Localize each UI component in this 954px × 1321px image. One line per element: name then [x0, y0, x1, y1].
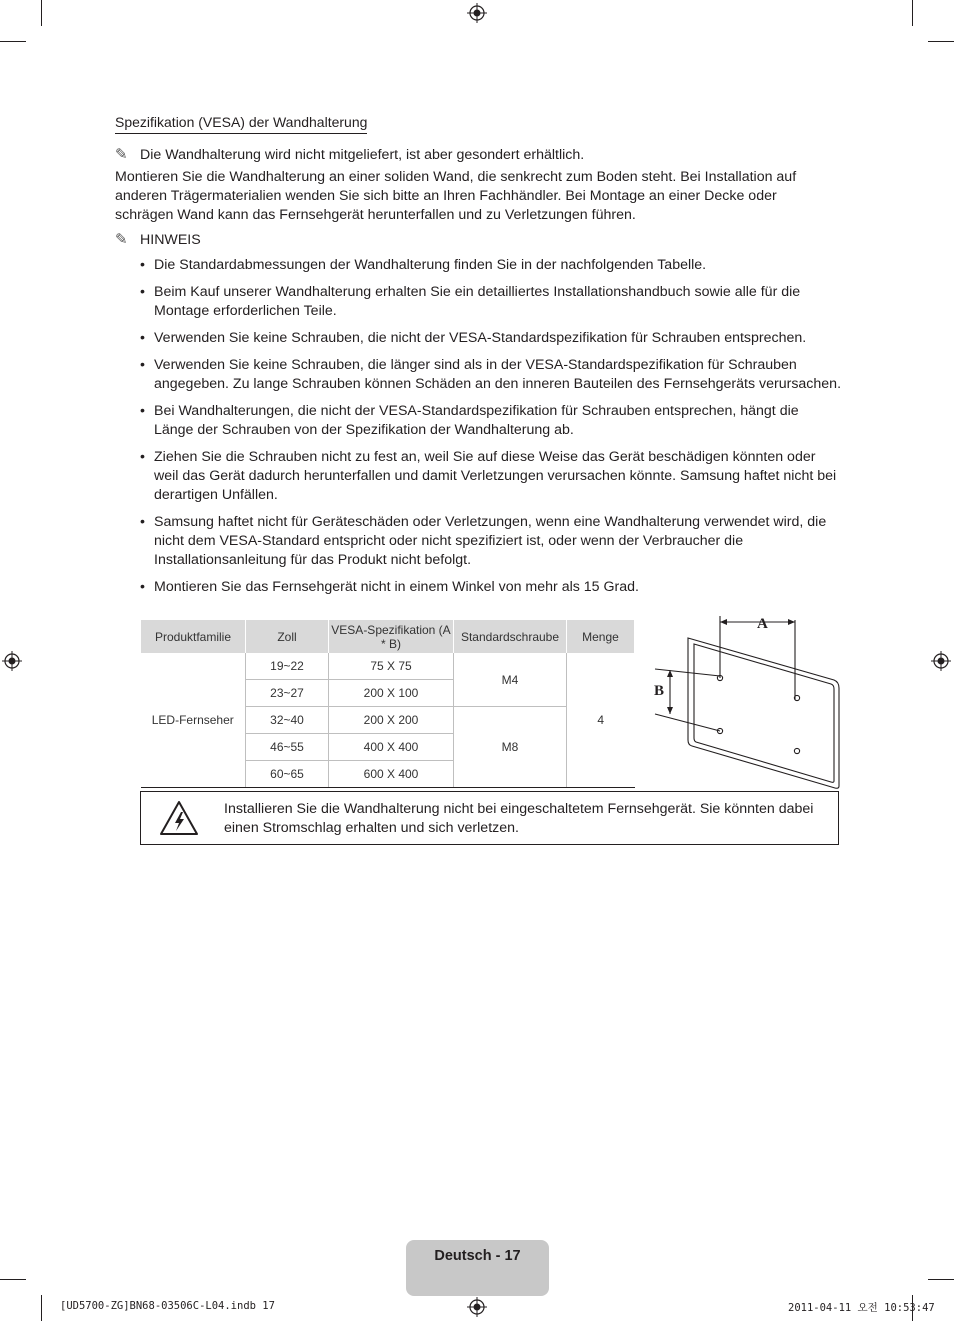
column-header: Produktfamilie — [141, 620, 246, 653]
list-item: • Verwenden Sie keine Schrauben, die länger sind als in der VESA-Standardspezifikation für Schrauben angegeben. Zu lange Schrauben können Schäden an den inneren Bauteilen des Fernsehgeräts verursachen. — [140, 356, 842, 394]
dimension-label-a: A — [757, 616, 768, 632]
crop-mark — [41, 1295, 42, 1321]
list-item: • Die Standardabmessungen der Wandhalterung finden Sie in der nachfolgenden Tabelle. — [140, 256, 842, 275]
pencil-note-icon: ✎ — [115, 146, 128, 163]
note-item — [115, 145, 845, 165]
dimension-label-b: B — [654, 683, 665, 699]
table-cell: M8 — [454, 707, 567, 788]
note-text: Die Wandhalterung wird nicht mitgeliefert, ist aber gesondert erhältlich. — [140, 147, 585, 163]
table-cell: 400 X 400 — [329, 734, 454, 761]
table-cell: 19~22 — [246, 653, 329, 680]
list-item: • Beim Kauf unserer Wandhalterung erhalten Sie ein detailliertes Installationshandbuch sowie alle für die Montage erforderlichen Teile. — [140, 283, 842, 321]
column-header: Menge — [567, 620, 635, 653]
page-number-tab — [406, 1240, 549, 1296]
pencil-note-icon: ✎ — [115, 231, 128, 248]
warning-text: Installieren Sie die Wandhalterung nicht bei eingeschaltetem Fernsehgerät. Sie könnten dabei einen Stromschlag erhalten und sich verletzen. — [224, 801, 814, 836]
footer-timestamp: 2011-04-11 오전 10:53:47 — [788, 1302, 935, 1314]
column-header: Standardschraube — [454, 620, 567, 653]
registration-mark-icon — [931, 651, 951, 671]
registration-mark-icon — [467, 3, 487, 23]
registration-mark-icon — [2, 651, 22, 671]
page-number: Deutsch - 17 — [434, 1248, 521, 1264]
crop-mark — [0, 41, 26, 42]
note-item — [115, 230, 845, 250]
table-cell: M4 — [454, 653, 567, 707]
table-cell: 32~40 — [246, 707, 329, 734]
table-cell: 60~65 — [246, 761, 329, 788]
list-item: • Verwenden Sie keine Schrauben, die nicht der VESA-Standardspezifikation für Schrauben entsprechen. — [140, 329, 842, 348]
tv-wall-mount-diagram — [650, 610, 845, 792]
registration-mark-icon — [467, 1297, 487, 1317]
warning-box — [140, 791, 839, 845]
table-cell: 600 X 400 — [329, 761, 454, 788]
table-cell: 200 X 100 — [329, 680, 454, 707]
note-heading: HINWEIS — [140, 232, 201, 248]
table-cell: LED-Fernseher — [141, 653, 246, 788]
list-item: • Bei Wandhalterungen, die nicht der VESA-Standardspezifikation für Schrauben entsprechen, hängt die Länge der Schrauben von der Spezifikation der Wandhalterung ab. — [140, 402, 842, 440]
electric-shock-warning-icon — [159, 800, 199, 836]
table-cell: 46~55 — [246, 734, 329, 761]
table-cell: 75 X 75 — [329, 653, 454, 680]
table-cell: 4 — [567, 653, 635, 788]
crop-mark — [928, 41, 954, 42]
section-title: Spezifikation (VESA) der Wandhalterung — [115, 114, 367, 134]
crop-mark — [41, 0, 42, 26]
crop-mark — [0, 1279, 26, 1280]
crop-mark — [928, 1279, 954, 1280]
crop-mark — [912, 0, 913, 26]
bullet-list — [140, 256, 842, 605]
table-cell: 23~27 — [246, 680, 329, 707]
vesa-spec-table — [140, 620, 635, 788]
column-header: Zoll — [246, 620, 329, 653]
list-item: • Samsung haftet nicht für Geräteschäden oder Verletzungen, wenn eine Wandhalterung verwendet wird, die nicht dem VESA-Standard entspricht oder nicht spezifiziert ist, oder wenn der Verbraucher die Installationsanleitung für das Produkt nicht befolgt. — [140, 513, 842, 570]
table-header-row — [141, 620, 635, 653]
footer-file-info: [UD5700-ZG]BN68-03506C-L04.indb 17 — [60, 1300, 275, 1312]
column-header: VESA-Spezifikation (A * B) — [329, 620, 454, 653]
table-cell: 200 X 200 — [329, 707, 454, 734]
table-row — [141, 653, 635, 680]
body-paragraph: Montieren Sie die Wandhalterung an einer soliden Wand, die senkrecht zum Boden steht. Bei Installation auf anderen Trägermaterialien wenden Sie sich bitte an Ihren Fachhändler. Bei Montage an einer Decke oder schrägen Wand kann das Fernsehgerät herunterfallen und zu Verletzungen führen. — [115, 169, 797, 223]
list-item: • Montieren Sie das Fernsehgerät nicht in einem Winkel von mehr als 15 Grad. — [140, 578, 842, 597]
list-item: • Ziehen Sie die Schrauben nicht zu fest an, weil Sie auf diese Weise das Gerät beschädigen könnten oder weil das Gerät dadurch herunterfallen und damit Verletzungen verursachen könnte. Samsung haftet nicht bei derartigen Unfällen. — [140, 448, 842, 505]
